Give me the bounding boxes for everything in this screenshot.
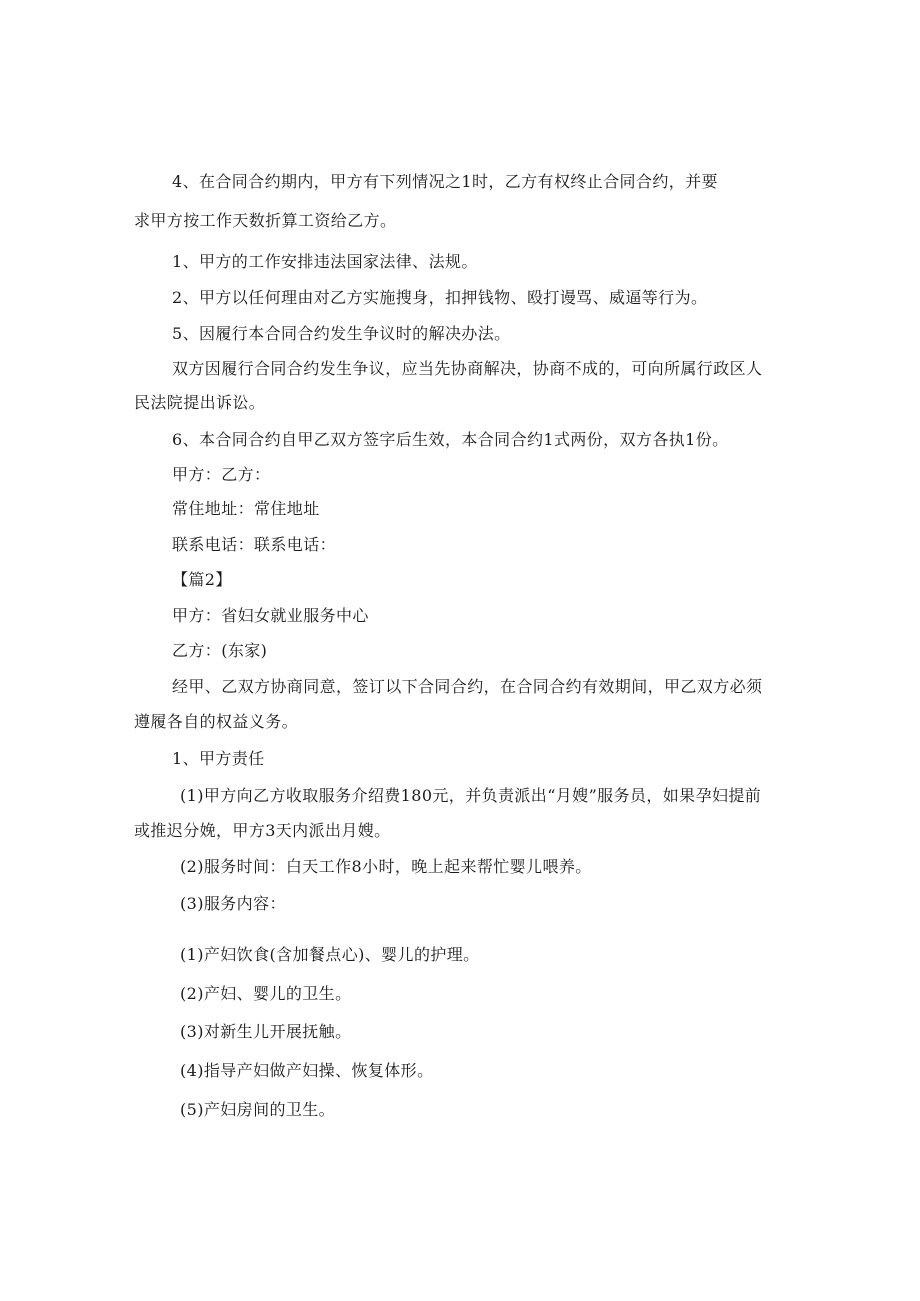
text-line: 6、本合同合约自甲乙双方签字后生效，本合同合约1式两份，双方各执1份。 bbox=[172, 430, 729, 449]
text-line: 1、甲方的工作安排违法国家法律、法规。 bbox=[172, 252, 478, 271]
text-line: 5、因履行本合同合约发生争议时的解决办法。 bbox=[172, 324, 511, 343]
text-line: 甲方：省妇女就业服务中心 bbox=[172, 606, 369, 625]
text-line: 4、在合同合约期内，甲方有下列情况之1时，乙方有权终止合同合约，并要 bbox=[172, 172, 718, 191]
text-line: 经甲、乙双方协商同意，签订以下合同合约，在合同合约有效期间，甲乙双方必须 bbox=[172, 677, 763, 696]
text-line: 2、甲方以任何理由对乙方实施搜身，扣押钱物、殴打谩骂、威逼等行为。 bbox=[172, 288, 708, 307]
text-line: 遵履各自的权益义务。 bbox=[134, 712, 299, 731]
list-item: (2)产妇、婴儿的卫生。 bbox=[180, 984, 352, 1003]
text-line: (2)服务时间：白天工作8小时，晚上起来帮忙婴儿喂养。 bbox=[180, 857, 592, 876]
list-item: (5)产妇房间的卫生。 bbox=[180, 1100, 336, 1119]
text-line: 民法院提出诉讼。 bbox=[134, 393, 266, 412]
list-item: (3)对新生儿开展抚触。 bbox=[180, 1022, 352, 1041]
text-line: 或推迟分娩，甲方3天内派出月嫂。 bbox=[134, 821, 391, 840]
text-line: 甲方：乙方： bbox=[172, 465, 271, 484]
list-item: (1)产妇饮食(含加餐点心)、婴儿的护理。 bbox=[180, 945, 480, 964]
text-line: 1、甲方责任 bbox=[172, 749, 265, 768]
list-item: (4)指导产妇做产妇操、恢复体形。 bbox=[180, 1061, 434, 1080]
text-line: 联系电话：联系电话： bbox=[172, 535, 337, 554]
text-line: (1)甲方向乙方收取服务介绍费180元，并负责派出“月嫂”服务员，如果孕妇提前 bbox=[180, 786, 762, 805]
text-line: 双方因履行合同合约发生争议，应当先协商解决，协商不成的，可向所属行政区人 bbox=[172, 359, 763, 378]
text-line: 常住地址：常住地址 bbox=[172, 499, 320, 518]
text-line: 乙方：(东家) bbox=[172, 641, 268, 660]
text-line: 求甲方按工作天数折算工资给乙方。 bbox=[134, 211, 397, 230]
text-line: (3)服务内容： bbox=[180, 894, 286, 913]
section-heading: 【篇2】 bbox=[172, 570, 232, 589]
